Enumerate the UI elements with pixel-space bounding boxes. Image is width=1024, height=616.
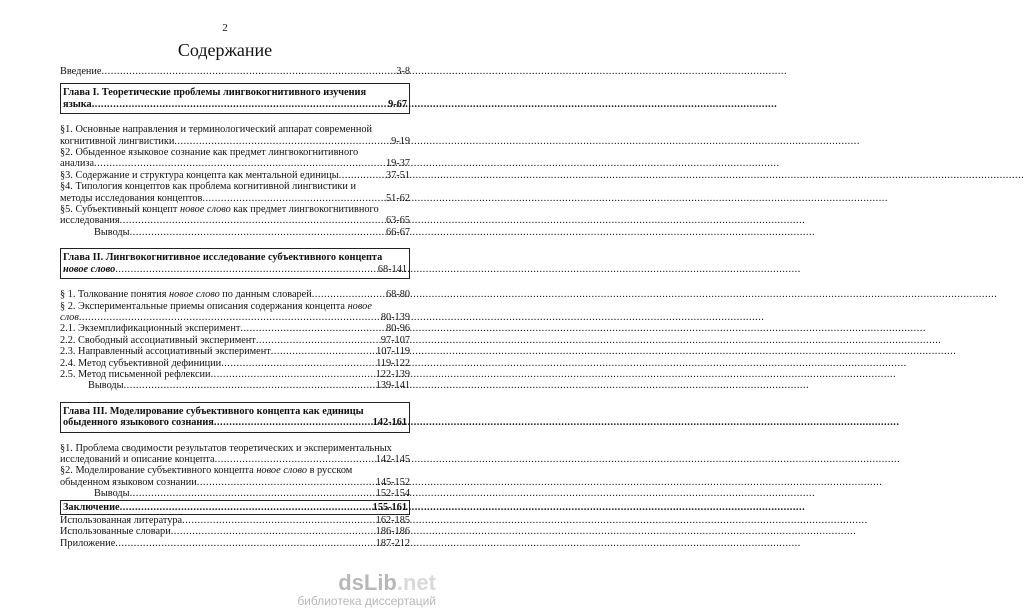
leader-dots xyxy=(215,454,375,465)
leader-dots xyxy=(312,289,385,300)
leader-dots xyxy=(171,526,375,537)
leader-dots xyxy=(124,380,375,391)
chapter-2-title[interactable]: Глава II. Лингвокогнитивное исследование субъективного концепта xyxy=(63,252,383,264)
watermark-logo-main: dsLib xyxy=(338,570,397,595)
toc-label: новое слово xyxy=(63,263,116,275)
toc-pages: 145-152 xyxy=(375,476,410,488)
toc-pages: 9-67 xyxy=(388,98,407,110)
toc-entry-appendix[interactable] xyxy=(60,538,410,549)
toc-entry-3-1-line2[interactable] xyxy=(60,454,410,465)
toc-pages: 63-65 xyxy=(385,215,410,227)
toc-entry-3-2-line1[interactable] xyxy=(60,465,410,476)
toc-pages: 66-67 xyxy=(385,226,410,238)
toc-label-part: §5. Субъективный концепт xyxy=(60,204,181,216)
chapter-3-title-line2[interactable] xyxy=(63,417,407,428)
toc-entry-3-2-line2[interactable] xyxy=(60,477,410,488)
toc-entry-1-3[interactable] xyxy=(60,170,410,181)
toc-pages: 139-141 xyxy=(375,380,410,392)
toc-pages: 19-37 xyxy=(385,158,410,170)
toc-pages: 80-139 xyxy=(380,311,410,323)
page-number: 2 xyxy=(222,22,228,34)
toc-entry-literature[interactable] xyxy=(60,515,410,526)
toc-label: языка xyxy=(63,98,92,110)
leader-dots xyxy=(240,323,385,334)
toc-pages: 68-80 xyxy=(385,289,410,301)
toc-pages: 152-154 xyxy=(375,488,410,500)
toc-entry-1-4-line2[interactable] xyxy=(60,193,410,204)
toc-label-part: § 1. Толкование понятия xyxy=(60,289,170,301)
toc-entry-1-5-line2[interactable] xyxy=(60,215,410,226)
chapter-1-box xyxy=(60,83,410,114)
toc-entry-1-conclusions[interactable] xyxy=(60,227,410,238)
toc-label: Выводы xyxy=(94,226,130,238)
toc-label: 2.3. Направленный ассоциативный эксперимент xyxy=(60,346,271,358)
toc-entry-2-2-line1[interactable] xyxy=(60,301,410,312)
toc-entry-3-1-line1[interactable]: §1. Проблема сводимости результатов теоретических и экспериментальных xyxy=(60,442,392,454)
toc-pages: 37-51 xyxy=(385,169,410,181)
toc-pages: 107-119 xyxy=(376,346,410,358)
watermark-logo xyxy=(297,570,436,596)
leader-dots xyxy=(130,488,375,499)
toc-pages: 68-141 xyxy=(377,263,407,275)
toc-entry-2-2-line2[interactable] xyxy=(60,312,410,323)
toc-label-part: как предмет лингвокогнитивного xyxy=(230,204,379,216)
toc-entry-1-2-line2[interactable] xyxy=(60,158,410,169)
toc-label: Использованные словари xyxy=(60,526,171,538)
leader-dots xyxy=(94,158,385,169)
toc-pages: 9-19 xyxy=(391,135,410,147)
toc-entry-dictionaries[interactable] xyxy=(60,526,410,537)
table-of-contents xyxy=(60,66,410,549)
leader-dots xyxy=(182,515,375,526)
leader-dots xyxy=(115,264,377,275)
watermark-logo-domain: .net xyxy=(396,570,436,595)
leader-dots xyxy=(202,193,385,204)
toc-pages: 142-161 xyxy=(372,417,407,429)
toc-pages: 3-8 xyxy=(396,66,410,77)
watermark-subtitle: библиотека диссертаций xyxy=(297,594,436,608)
toc-entry-1-5-line1[interactable] xyxy=(60,204,410,215)
leader-dots xyxy=(120,502,372,513)
toc-label: обыденного языкового сознания xyxy=(63,417,214,429)
toc-pages: 142-145 xyxy=(375,453,410,465)
toc-label-italic: новое слово xyxy=(180,204,231,216)
toc-entry-1-1-line1[interactable]: §1. Основные направления и терминологический аппарат современной xyxy=(60,124,372,136)
toc-entry-2-2-2[interactable] xyxy=(60,335,410,346)
toc-label: Введение xyxy=(60,66,102,77)
chapter-1-title-line2[interactable] xyxy=(63,99,407,110)
chapter-2-box xyxy=(60,248,410,279)
leader-dots xyxy=(271,346,375,357)
toc-entry-2-1[interactable] xyxy=(60,289,410,300)
toc-pages: 186-186 xyxy=(375,526,410,538)
toc-label: методы исследования концептов xyxy=(60,192,203,204)
leader-dots xyxy=(102,66,396,77)
chapter-1-title[interactable]: Глава I. Теоретические проблемы лингвокогнитивного изучения xyxy=(63,87,367,99)
toc-label-italic: новое xyxy=(347,300,372,312)
toc-label-part: §2. Моделирование субъективного концепта xyxy=(60,465,257,477)
toc-entry-2-conclusions[interactable] xyxy=(60,380,410,391)
leader-dots xyxy=(130,227,385,238)
toc-label: 2.5. Метод письменной рефлексии xyxy=(60,368,211,380)
leader-dots xyxy=(214,417,372,428)
toc-pages: 122-139 xyxy=(375,368,410,380)
toc-label-part: в русском xyxy=(307,465,353,477)
toc-pages: 162-185 xyxy=(375,515,410,526)
toc-entry-2-2-3[interactable] xyxy=(60,346,410,357)
page-title: Содержание xyxy=(177,40,273,60)
toc-label-italic: новое слово xyxy=(169,289,220,301)
leader-dots xyxy=(115,538,374,549)
toc-entry-1-2-line1[interactable]: §2. Обыденное языковое сознание как предмет лингвокогнитивного xyxy=(60,147,359,159)
toc-label: Заключение xyxy=(63,501,120,513)
toc-label: 2.4. Метод субъективной дефиниции xyxy=(60,357,222,369)
leader-dots xyxy=(174,136,390,147)
leader-dots xyxy=(79,312,380,323)
toc-label-part: по данным словарей xyxy=(219,289,312,301)
toc-label: когнитивной лингвистики xyxy=(60,135,175,147)
toc-pages: 119-122 xyxy=(376,357,410,369)
toc-pages: 51-62 xyxy=(385,192,410,204)
toc-label: §3. Содержание и структура концепта как ментальной единицы xyxy=(60,169,339,181)
toc-label-part: § 2. Экспериментальные приемы описания содержания концепта xyxy=(60,300,348,312)
document-page xyxy=(0,0,450,616)
toc-pages: 155-161 xyxy=(372,501,407,513)
toc-label: исследования xyxy=(60,215,120,227)
watermark xyxy=(297,570,436,608)
leader-dots xyxy=(211,369,375,380)
toc-label: анализа xyxy=(60,158,95,170)
toc-label: Использованная литература xyxy=(60,515,183,526)
toc-pages: 187-212 xyxy=(375,537,410,549)
leader-dots xyxy=(197,477,375,488)
leader-dots xyxy=(221,358,375,369)
toc-label: 2.1. Экземплификационный эксперимент xyxy=(60,323,241,335)
toc-label xyxy=(60,289,312,300)
toc-entry-1-4-line1[interactable]: §4. Типология концептов как проблема когнитивной лингвистики и xyxy=(60,181,357,193)
toc-entry-3-conclusions[interactable] xyxy=(60,488,410,499)
toc-pages: 80-96 xyxy=(385,323,410,335)
toc-entry-conclusion[interactable] xyxy=(63,502,407,513)
toc-pages: 97-107 xyxy=(380,334,410,346)
toc-label: Приложение xyxy=(60,537,116,549)
toc-entry-1-1-line2[interactable] xyxy=(60,136,410,147)
toc-label-italic: новое слово xyxy=(256,465,308,477)
toc-label: обыденном языковом сознании xyxy=(60,476,197,488)
toc-label: 2.2. Свободный ассоциативный эксперимент xyxy=(60,334,256,346)
toc-entry-2-2-5[interactable] xyxy=(60,369,410,380)
toc-entry-2-2-1[interactable] xyxy=(60,323,410,334)
toc-label: слов xyxy=(60,311,79,323)
toc-entry-2-2-4[interactable] xyxy=(60,358,410,369)
chapter-2-title-line2[interactable] xyxy=(63,264,407,275)
leader-dots xyxy=(256,335,380,346)
toc-label: Выводы xyxy=(88,380,124,392)
leader-dots xyxy=(339,170,385,181)
chapter-3-title[interactable]: Глава III. Моделирование субъективного концепта как единицы xyxy=(63,405,364,417)
leader-dots xyxy=(120,215,385,226)
toc-label: Выводы xyxy=(94,488,130,500)
leader-dots xyxy=(92,99,387,110)
toc-label: исследований и описание концепта xyxy=(60,453,215,465)
toc-entry-intro[interactable] xyxy=(60,66,410,77)
chapter-3-box xyxy=(60,402,410,433)
back-matter-box xyxy=(60,500,410,515)
